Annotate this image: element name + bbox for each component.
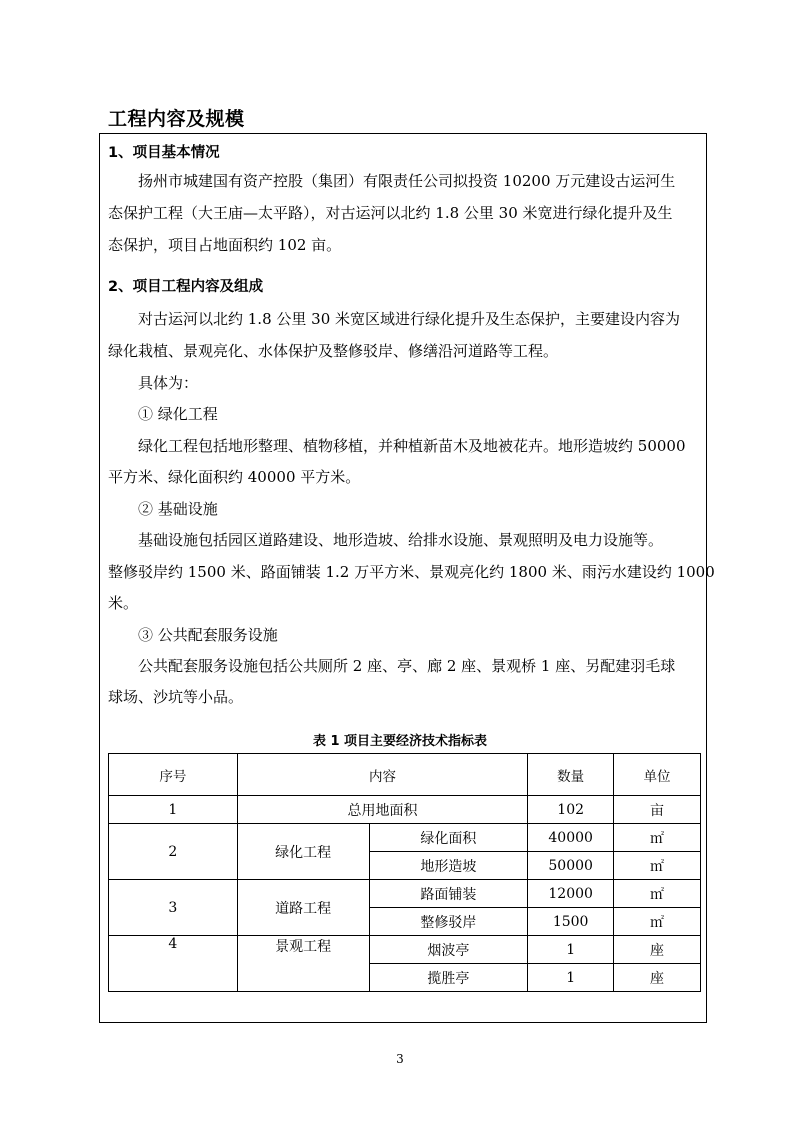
cell-qty: 40000 xyxy=(528,824,614,852)
section1-line: 态保护，项目占地面积约 102 亩。 xyxy=(108,236,342,254)
table-row xyxy=(109,796,701,824)
section2-intro-line: 对古运河以北约 1.8 公里 30 米宽区域进行绿化提升及生态保护，主要建设内容为 xyxy=(138,310,681,328)
cell-item: 绿化面积 xyxy=(369,824,528,852)
cell-no: 2 xyxy=(109,824,238,880)
section1-line: 态保护工程（大王庙—太平路），对古运河以北约 1.8 公里 30 米宽进行绿化提升及生 xyxy=(108,204,673,222)
indicator-table xyxy=(108,753,701,992)
cell-no: 3 xyxy=(109,880,238,936)
cell-unit: ㎡ xyxy=(614,908,701,936)
cell-qty: 50000 xyxy=(528,852,614,880)
cell-no: 4 xyxy=(109,936,238,992)
cell-no: 1 xyxy=(109,796,238,824)
cell-item: 整修驳岸 xyxy=(369,908,528,936)
page-title: 工程内容及规模 xyxy=(108,108,245,130)
section1-line: 扬州市城建国有资产控股（集团）有限责任公司拟投资 10200 万元建设古运河生 xyxy=(138,172,676,190)
cell-qty: 1 xyxy=(528,964,614,992)
table-row xyxy=(109,824,701,852)
cell-item: 总用地面积 xyxy=(237,796,527,824)
header-unit: 单位 xyxy=(614,754,701,796)
item2-title: ② 基础设施 xyxy=(138,500,218,518)
item1-title: ① 绿化工程 xyxy=(138,405,218,423)
cell-group: 道路工程 xyxy=(237,880,369,936)
cell-qty: 1500 xyxy=(528,908,614,936)
cell-unit: ㎡ xyxy=(614,824,701,852)
page-number: 3 xyxy=(396,1052,404,1066)
cell-group: 绿化工程 xyxy=(237,824,369,880)
cell-item: 揽胜亭 xyxy=(369,964,528,992)
section2-intro-line: 绿化栽植、景观亮化、水体保护及整修驳岸、修缮沿河道路等工程。 xyxy=(108,342,559,360)
section2-heading: 2、项目工程内容及组成 xyxy=(108,279,264,295)
cell-unit: 亩 xyxy=(614,796,701,824)
item1-line: 平方米、绿化面积约 40000 平方米。 xyxy=(108,468,361,486)
cell-unit: 座 xyxy=(614,964,701,992)
item2-line: 基础设施包括园区道路建设、地形造坡、给排水设施、景观照明及电力设施等。 xyxy=(138,531,664,549)
item2-line: 米。 xyxy=(108,594,139,612)
cell-item: 路面铺装 xyxy=(369,880,528,908)
item3-line: 公共配套服务设施包括公共厕所 2 座、亭、廊 2 座、景观桥 1 座、另配建羽毛球 xyxy=(138,657,676,675)
cell-group: 景观工程 xyxy=(237,936,369,992)
cell-unit: 座 xyxy=(614,936,701,964)
table-row xyxy=(109,936,701,964)
cell-qty: 102 xyxy=(528,796,614,824)
header-content: 内容 xyxy=(237,754,527,796)
cell-unit: ㎡ xyxy=(614,852,701,880)
table-header-row xyxy=(109,754,701,796)
cell-item: 烟波亭 xyxy=(369,936,528,964)
item1-line: 绿化工程包括地形整理、植物移植，并种植新苗木及地被花卉。地形造坡约 50000 xyxy=(138,437,686,455)
header-qty: 数量 xyxy=(528,754,614,796)
cell-item: 地形造坡 xyxy=(369,852,528,880)
section1-heading: 1、项目基本情况 xyxy=(108,145,220,161)
item2-line: 整修驳岸约 1500 米、路面铺装 1.2 万平方米、景观亮化约 1800 米、雨污水建设约 1000 xyxy=(108,563,715,581)
cell-unit: ㎡ xyxy=(614,880,701,908)
item3-line: 球场、沙坑等小品。 xyxy=(108,688,244,706)
cell-qty: 1 xyxy=(528,936,614,964)
cell-qty: 12000 xyxy=(528,880,614,908)
header-no: 序号 xyxy=(109,754,238,796)
specific-label: 具体为： xyxy=(138,374,199,392)
item3-title: ③ 公共配套服务设施 xyxy=(138,626,278,644)
table-caption: 表 1 项目主要经济技术指标表 xyxy=(312,734,488,749)
table-row xyxy=(109,880,701,908)
